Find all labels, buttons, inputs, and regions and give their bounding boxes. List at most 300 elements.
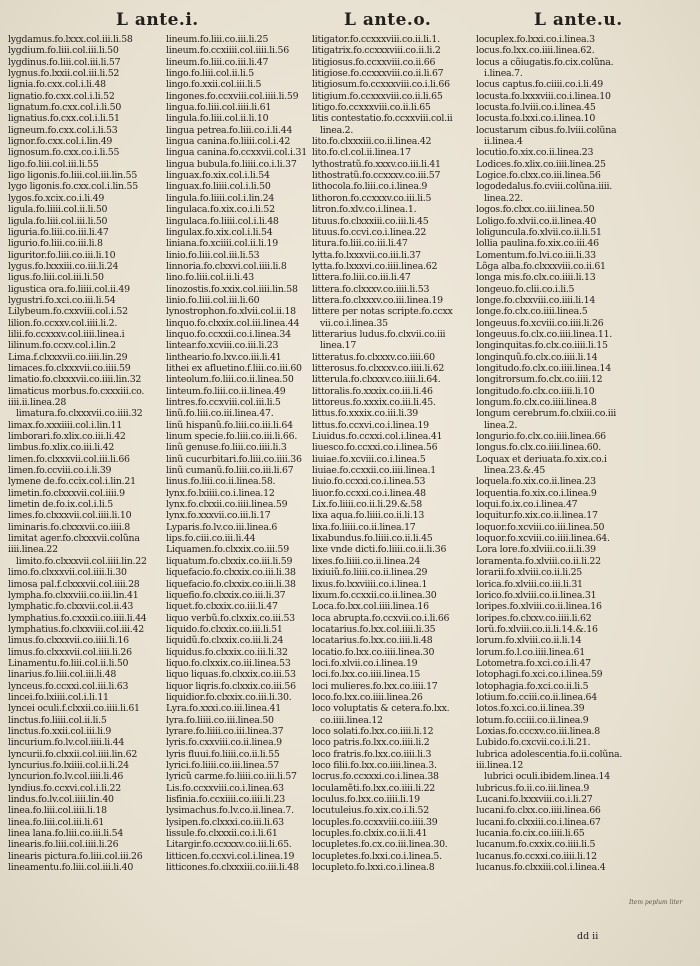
index-entry: loquor.fo.xcviii.co.iiii.linea.64. xyxy=(476,533,610,545)
index-entry: lintear.fo.xcviii.co.iii.li.23 xyxy=(166,340,279,352)
index-entry: lyndius.fo.ccxvi.col.i.li.22 xyxy=(8,782,121,794)
index-entry: liminaris.fo.clxxxvii.co.iiii.8 xyxy=(8,521,130,533)
index-entry: longe.fo.clxxviii.co.iiii.li.14 xyxy=(476,294,596,306)
index-entry: locuples.fo.clxix.co.ii.li.41 xyxy=(312,828,428,840)
index-entry: lignia.fo.cxx.col.i.li.48 xyxy=(8,79,106,91)
index-entry: linctus.fo.liiii.col.ii.li.5 xyxy=(8,714,107,726)
index-entry: loqui.fo.ix.co.i.linea.47 xyxy=(476,499,578,511)
index-entry: longeuus.fo.clx.co.iiii.linea.11. xyxy=(476,328,613,340)
index-entry: Linamentu.fo.liii.col.ii.li.50 xyxy=(8,657,129,669)
index-entry: locupletes.fo.lxxi.co.i.linea.5. xyxy=(312,850,442,862)
index-entry: lygnus.fo.lxxii.col.iii.li.52 xyxy=(8,68,120,80)
index-entry: locupletes.fo.cx.co.iii.linea.30. xyxy=(312,839,448,851)
index-entry: iiii.linea.22 xyxy=(8,544,58,556)
index-entry: limus.fo.clxxxvii.col.iiii.li.26 xyxy=(8,646,132,658)
index-entry: locutuleius.fo.xix.co.i.li.52 xyxy=(312,805,429,817)
index-entry: lygo ligonis.fo.cxx.col.i.lin.55 xyxy=(8,181,138,193)
index-entry: lincurium.fo.lv.col.iiii.li.44 xyxy=(8,737,125,749)
index-entry: littera.fo.clxxxv.co.iii.linea.19 xyxy=(312,294,443,306)
index-entry: lymphatius.fo.clxxviii.col.iii.42 xyxy=(8,623,144,635)
index-entry: limatio.fo.clxxxvii.co.iiii.lin.32 xyxy=(8,374,142,386)
index-entry: linũ cucurbitari.fo.liii.co.iiii.36 xyxy=(166,453,302,465)
index-entry: litticen.fo.ccxvi.col.i.linea.19 xyxy=(166,850,295,862)
index-entry: linũ hispanũ.fo.liii.co.iii.li.64 xyxy=(166,419,293,431)
index-entry: lymene de.fo.ccix.col.i.lin.21 xyxy=(8,476,136,488)
index-entry: linozostis.fo.xxix.col.iiii.lin.58 xyxy=(166,283,298,295)
index-entry: lynceus.fo.ccxxi.col.iii.li.63 xyxy=(8,680,129,692)
index-entry: liguria.fo.liii.co.iii.li.47 xyxy=(8,226,109,238)
index-entry: lithoron.fo.ccxxxv.co.iii.li.5 xyxy=(312,192,432,204)
index-entry: linea.22. xyxy=(484,192,523,204)
index-entry: linio.fo.liii.col.iii.li.60 xyxy=(166,294,260,306)
index-entry: lignosum.fo.cxx.co.i.li.55 xyxy=(8,147,120,159)
index-entry: litron.fo.xlv.co.i.linea.1. xyxy=(312,204,417,216)
index-entry: linum specie.fo.liii.co.iii.li.66. xyxy=(166,431,298,443)
index-entry: linea.23.&.45 xyxy=(484,465,546,477)
index-entry: lorũ.fo.xlviii.co.ii.li.14.&.16 xyxy=(476,623,598,635)
index-entry: linea.2. xyxy=(484,419,518,431)
index-entry: limaticus morbus.fo.cxxxiii.co. xyxy=(8,385,145,397)
index-entry: lixabundus.fo.liiii.co.ii.li.45 xyxy=(312,533,433,545)
index-entry: linarius.fo.liii.col.iii.li.48 xyxy=(8,669,117,681)
index-entry: Lilybeum.fo.cxxviii.col.i.52 xyxy=(8,306,128,318)
index-entry: lubricus.fo.ii.co.iii.linea.9 xyxy=(476,782,590,794)
index-entry: Lima.f.clxxxvii.co.iiii.lin.29 xyxy=(8,351,128,363)
index-entry: locuplex.fo.lxxi.co.i.linea.3 xyxy=(476,34,595,45)
index-entry: lituus.fo.ccvi.co.i.linea.22 xyxy=(312,226,427,238)
index-entry: Loquax et deriuata.fo.xix.co.i xyxy=(476,453,607,465)
index-entry: lysipen.fo.clxxxi.co.iii.li.63 xyxy=(166,816,284,828)
index-entry: lino.fo.liii.col.ii.li.43 xyxy=(166,272,254,284)
index-entry: littus.fo.ccxvi.co.i.linea.19 xyxy=(312,419,429,431)
index-entry: lucani.fo.clxx.co.iiii.linea.66 xyxy=(476,805,601,817)
index-entry: lixiuiũ.fo.liiii.co.ii.linea.29 xyxy=(312,567,428,579)
index-entry: linquo.fo.ccxxii.co.i.linea.34 xyxy=(166,328,291,340)
index-entry: lincei.fo.lxiiii.col.i.li.11 xyxy=(8,691,109,703)
index-entry: linguax.fo.liiii.col.i.li.50 xyxy=(166,181,271,193)
index-entry: littera.fo.clxxxv.co.iiii.li.53 xyxy=(312,283,430,295)
index-entry: liquet.fo.clxxix.co.iii.li.47 xyxy=(166,601,278,613)
index-entry: limitat ager.fo.clxxxvii.colũna xyxy=(8,533,140,545)
index-entry: lorum.fo.l.co.iiii.linea.61 xyxy=(476,646,585,658)
index-entry: lucani.fo.clxxiii.co.i.linea.67 xyxy=(476,816,601,828)
index-entry: limetin.fo.clxxxvii.col.iiii.9 xyxy=(8,487,125,499)
index-entry: linnoria.fo.clxxvi.col.iiii.li.8 xyxy=(166,260,287,272)
index-entry: lucanum.fo.cxxix.co.iiii.li.5 xyxy=(476,839,596,851)
index-entry: litigo.fo.ccxxxviii.co.ii.li.65 xyxy=(312,102,431,114)
index-entry: lubrici oculi.ibidem.linea.14 xyxy=(484,771,610,783)
index-entry: lithei ex afluetino.f.liii.co.iii.60 xyxy=(166,362,302,374)
index-entry: limes.fo.clxxxvii.col.iiii.li.10 xyxy=(8,510,132,522)
index-entry: lissule.fo.clxxxii.co.i.li.61 xyxy=(166,828,278,840)
index-entry: liquor liqris.fo.clxxix.co.iii.56 xyxy=(166,680,296,692)
index-entry: lucanus.fo.ccxxi.co.iiii.li.12 xyxy=(476,850,597,862)
index-entry: ligo.fo.liii.col.iii.li.55 xyxy=(8,158,99,170)
index-entry: loco.fo.lxx.co.iiii.linea.26 xyxy=(312,691,423,703)
index-entry: liguritor.fo.liii.co.iii.li.10 xyxy=(8,249,116,261)
index-entry: lympha.fo.clxxviii.co.iii.lin.41 xyxy=(8,589,139,601)
index-entry: lintheario.fo.lxv.co.iii.li.41 xyxy=(166,351,282,363)
index-entry: lyra.fo.liiii.co.iii.linea.50 xyxy=(166,714,274,726)
index-entry: locusta.fo.lviii.co.i.linea.45 xyxy=(476,102,596,114)
index-entry: liquo.fo.clxxix.co.iii.linea.53 xyxy=(166,657,291,669)
index-entry: lytta.fo.lxxxvii.co.iii.li.37 xyxy=(312,249,421,261)
index-entry: liquidũ.fo.clxxix.co.iii.li.24 xyxy=(166,635,284,647)
index-entry: litigiose.fo.ccxxxviii.co.ii.li.67 xyxy=(312,68,444,80)
index-entry: i.linea.7. xyxy=(484,68,523,80)
index-entry: limus.fo.clxxxvii.co.iiii.li.16 xyxy=(8,635,129,647)
index-entry: limaces.fo.clxxxvii.co.iiii.59 xyxy=(8,362,131,374)
index-entry: liquefio.fo.clxxix.co.iii.li.37 xyxy=(166,589,286,601)
index-entry: locatio.fo.lxx.co.iiii.linea.30 xyxy=(312,646,435,658)
index-entry: lixa aqua.fo.liiii.co.ii.li.13 xyxy=(312,510,425,522)
index-entry: litterosus.fo.clxxxv.co.iiii.li.62 xyxy=(312,362,445,374)
index-entry: loculus.fo.lxx.co.iiii.li.19 xyxy=(312,794,420,806)
index-entry: lyrici.fo.liiii.co.iii.linea.57 xyxy=(166,760,279,771)
index-entry: limetin de.fo.ix.col.i.li.5 xyxy=(8,499,113,511)
index-entry: loco filii.fo.lxx.co.iiii.linea.3. xyxy=(312,760,437,771)
index-entry: littera.fo.liii.co.iii.li.47 xyxy=(312,272,411,284)
index-entry: liquidior.fo.clxxix.co.iii.li.30. xyxy=(166,691,292,703)
index-entry: longinquitas.fo.clx.co.iiii.li.15 xyxy=(476,340,608,352)
index-entry: locuples.fo.ccxxviii.co.iiii.39 xyxy=(312,816,438,828)
index-entry: liquidus.fo.clxxix.co.iii.li.32 xyxy=(166,646,288,658)
index-entry: lyncei oculi.f.clxxii.co.iiii.li.61 xyxy=(8,703,140,715)
index-entry: logos.fo.clxx.co.iii.linea.50 xyxy=(476,204,595,216)
running-header-3: L ante.u. xyxy=(534,10,623,30)
index-entry: litterula.fo.clxxxv.co.iiii.li.64. xyxy=(312,374,441,386)
index-entry: Logice.fo.clxx.co.iii.linea.56 xyxy=(476,170,601,182)
index-entry: lilii.fo.ccxxxv.col.iiii.linea.i xyxy=(8,328,125,340)
index-entry: longitudo.fo.clx.co.iiii.linea.14 xyxy=(476,362,611,374)
index-entry: litura.fo.liii.co.iii.li.47 xyxy=(312,238,408,250)
index-entry: Lix.fo.liiii.co.ii.li.29.&.58 xyxy=(312,499,422,511)
index-entry: ii.linea.4 xyxy=(484,136,523,148)
index-entry: linguax.fo.xix.col.i.li.54 xyxy=(166,170,270,182)
index-entry: littoralis.fo.xxxix.co.iii.li.46 xyxy=(312,385,433,397)
index-entry: Lora lore.fo.xlviii.co.ii.li.39 xyxy=(476,544,596,556)
index-entry: lynx.fo.xxxvii.co.iii.li.17 xyxy=(166,510,271,522)
index-column-2 xyxy=(166,34,308,873)
index-entry: lygdamus.fo.lxxx.col.iii.li.58 xyxy=(8,34,133,45)
index-entry: lithostratũ.fo.ccxxxv.co.iii.57 xyxy=(312,170,441,182)
index-entry: lorico.fo.xlviii.co.ii.linea.31 xyxy=(476,589,597,601)
running-header-2: L ante.o. xyxy=(344,10,432,30)
index-entry: linearis.fo.liii.col.iiii.li.26 xyxy=(8,839,119,851)
index-entry: lubrica adolescentia.fo.ii.colũna. xyxy=(476,748,623,760)
index-entry: loramenta.fo.xlviii.co.ii.li.22 xyxy=(476,555,601,567)
index-entry: lyris fluui.fo.liiii.co.ii.li.55 xyxy=(166,748,280,760)
index-entry: loco solati.fo.lxx.co.iiii.li.12 xyxy=(312,725,434,737)
index-entry: lignor.fo.cxx.col.i.lin.49 xyxy=(8,136,113,148)
index-entry: Lubido.fo.cxcvii.co.i.li.21. xyxy=(476,737,591,749)
index-entry: linea.2. xyxy=(320,124,354,136)
index-entry: logodedalus.fo.cviii.colũna.iiii. xyxy=(476,181,612,193)
index-entry: longum.fo.clx.co.iiii.linea.8 xyxy=(476,397,597,408)
index-entry: iii.linea.12 xyxy=(476,760,524,771)
index-entry: lyrare.fo.liiii.co.iii.linea.37 xyxy=(166,725,284,737)
index-entry: ligustica ora.fo.liiii.col.ii.49 xyxy=(8,283,130,295)
index-entry: linea.fo.liii.col.iii.li.61 xyxy=(8,816,105,828)
index-entry: litigiosum.fo.ccxxxviii.co.i.li.66 xyxy=(312,79,450,91)
index-entry: locusta.fo.lxxxviii.co.i.linea.10 xyxy=(476,90,611,102)
index-entry: lygos.fo.xcix.co.i.li.49 xyxy=(8,192,105,204)
index-entry: Lis.fo.ccxxviii.co.i.linea.63 xyxy=(166,782,284,794)
index-entry: lito.fo.clxxxiii.co.ii.linea.42 xyxy=(312,136,432,148)
index-entry: longa mis.fo.clx.co.iiii.li.13 xyxy=(476,272,596,284)
index-entry: Liquamen.fo.clxxix.co.iii.59 xyxy=(166,544,289,556)
index-entry: liuio.fo.ccxxi.co.i.linea.53 xyxy=(312,476,426,488)
index-entry: lingulax.fo.xix.col.i.li.54 xyxy=(166,226,273,238)
index-entry: lorica.fo.xlviii.co.iii.li.31 xyxy=(476,578,583,590)
index-entry: Loca.fo.lxx.col.iiii.linea.16 xyxy=(312,601,429,613)
index-entry: limen.fo.clxxxvii.col.iii.li.66 xyxy=(8,453,130,465)
index-entry: litigiosus.fo.ccxxviii.co.ii.66 xyxy=(312,56,436,68)
index-entry: lynx.fo.lxiiii.co.i.linea.12 xyxy=(166,487,275,499)
index-entry: linea.17 xyxy=(320,340,357,352)
index-entry: linteolum.fo.liii.co.ii.linea.50 xyxy=(166,374,294,386)
index-entry: lixus.fo.lxxviiii.co.i.linea.1 xyxy=(312,578,428,590)
index-entry: linteum.fo.liii.co.ii.linea.49 xyxy=(166,385,286,397)
index-entry: linea lana.fo.liii.co.iii.li.54 xyxy=(8,828,124,840)
index-entry: linquo.fo.clxxix.col.iii.linea.44 xyxy=(166,317,300,329)
index-entry: locutio.fo.xix.co.ii.linea.23 xyxy=(476,147,594,159)
index-entry: liquefacio.fo.clxxix.co.iii.li.38 xyxy=(166,567,296,579)
index-entry: Lucani.fo.lxxxviii.co.i.li.27 xyxy=(476,794,593,806)
index-entry: lixa.fo.liiii.co.ii.linea.17 xyxy=(312,521,416,533)
index-entry: linus.fo.liii.co.ii.linea.58. xyxy=(166,476,276,488)
index-entry: litigatrix.fo.ccxxxviii.co.ii.li.2 xyxy=(312,45,441,57)
index-entry: locatarius.fo.lxx.col.iiii.li.35 xyxy=(312,623,436,635)
index-entry: lymphatius.fo.cxxxii.co.iiii.li.44 xyxy=(8,612,147,624)
index-column-1 xyxy=(8,34,160,873)
index-entry: Lõga alba.fo.clxxxviii.co.ii.61 xyxy=(476,260,606,272)
index-entry: loculamẽti.fo.lxx.co.iiii.li.22 xyxy=(312,782,436,794)
index-column-3 xyxy=(312,34,502,873)
index-entry: lotophagia.fo.xci.co.ii.li.5 xyxy=(476,680,589,692)
index-entry: liquido.fo.clxxix.co.iii.li.51 xyxy=(166,623,283,635)
index-entry: lingones.fo.ccxviii.col.iiii.li.59 xyxy=(166,90,299,102)
index-entry: co.iiii.linea.12 xyxy=(320,714,383,726)
index-entry: lingua bubula.fo.liiii.co.i.li.37 xyxy=(166,158,297,170)
index-entry: lisfinia.fo.ccxiiii.co.iiii.li.23 xyxy=(166,794,285,806)
index-entry: litticones.fo.clxxxiii.co.iii.li.48 xyxy=(166,862,299,874)
index-entry: limax.fo.xxxiiii.col.i.lin.11 xyxy=(8,419,123,431)
index-entry: longitrorsum.fo.clx.co.iiii.12 xyxy=(476,374,603,386)
index-entry: lygus.fo.lxxxiii.co.iii.li.24 xyxy=(8,260,119,272)
index-entry: Lotometra.fo.xci.co.i.li.47 xyxy=(476,657,591,669)
index-entry: limo.fo.clxxxvii.col.iiii.li.30 xyxy=(8,567,127,579)
index-entry: lyricũ carme.fo.liiii.co.iii.li.57 xyxy=(166,771,297,783)
index-entry: limito.fo.clxxxvii.col.iiii.lin.22 xyxy=(16,555,147,567)
index-entry: loripes.fo.xlviii.co.ii.linea.16 xyxy=(476,601,602,613)
index-entry: loca abrupta.fo.ccxvii.co.i.li.66 xyxy=(312,612,450,624)
index-entry: lineum.fo.liii.co.iii.li.25 xyxy=(166,34,269,45)
index-entry: linũ cumanũ.fo.liii.co.iii.li.67 xyxy=(166,465,294,477)
index-entry: longum cerebrum.fo.clxiii.co.iii xyxy=(476,408,616,420)
index-entry: loco voluptatis & cetera.fo.lxx. xyxy=(312,703,450,715)
index-entry: lingua.fo.liii.col.iiii.li.61 xyxy=(166,102,272,114)
index-entry: lilinum.fo.ccxv.col.i.lin.2 xyxy=(8,340,116,352)
index-entry: lygustri.fo.xci.co.iii.li.54 xyxy=(8,294,116,306)
index-entry: Lodices.fo.xlix.co.iiii.linea.25 xyxy=(476,158,606,170)
index-entry: lithocola.fo.liii.co.i.linea.9 xyxy=(312,181,428,193)
index-entry: lineum.fo.ccxiiii.col.iiii.li.56 xyxy=(166,45,289,57)
index-entry: lynostrophon.fo.xlvii.col.ii.18 xyxy=(166,306,296,318)
index-entry: lingua petrea.fo.liii.co.i.li.44 xyxy=(166,124,293,136)
index-entry: longeuus.fo.xcviii.co.iiii.li.26 xyxy=(476,317,604,329)
index-entry: loci mulieres.fo.lxx.co.iiii.17 xyxy=(312,680,438,692)
index-entry: lymphatic.fo.clxxvii.col.ii.43 xyxy=(8,601,134,613)
index-entry: locupleto.fo.lxxi.co.i.linea.8 xyxy=(312,862,435,874)
index-entry: loco patris.fo.lxx.co.iiii.li.2 xyxy=(312,737,430,749)
index-entry: lignatius.fo.cxx.col.i.li.51 xyxy=(8,113,120,125)
index-entry: lyncurion.fo.lv.col.iiii.li.46 xyxy=(8,771,124,783)
index-entry: loco fratris.fo.lxx.co.iiii.li.3 xyxy=(312,748,432,760)
index-entry: linea.fo.liii.col.iiii.li.18 xyxy=(8,805,107,817)
index-entry: loquitur.fo.xix.co.ii.linea.17 xyxy=(476,510,598,522)
index-column-4 xyxy=(476,34,688,873)
index-entry: locrus.fo.ccxxxi.co.i.linea.38 xyxy=(312,771,439,783)
index-entry: lixum.fo.ccxxii.co.ii.linea.30 xyxy=(312,589,437,601)
index-entry: linũ.fo.liii.co.iii.linea.47. xyxy=(166,408,274,420)
index-entry: litigator.fo.ccxxxviii.co.ii.li.1. xyxy=(312,34,440,45)
signature-mark: dd ii xyxy=(577,931,599,942)
index-entry: lytta.fo.lxxxvi.co.iiii.linea.62 xyxy=(312,260,438,272)
marginal-note: Item peplum liter xyxy=(629,899,683,906)
index-entry: liniana.fo.xciiii.col.ii.li.19 xyxy=(166,238,278,250)
index-entry: Loxias.fo.cccxv.co.iii.linea.8 xyxy=(476,725,600,737)
index-entry: linctus.fo.xxii.col.iii.li.9 xyxy=(8,725,112,737)
index-entry: lingula.fo.liii.col.ii.li.10 xyxy=(166,113,269,125)
index-entry: liuiae.fo.ccxxii.co.iiii.linea.1 xyxy=(312,465,436,477)
index-entry: lynx.fo.clxxii.co.iiii.linea.59 xyxy=(166,499,288,511)
index-entry: lingo.fo.liii.col.ii.li.5 xyxy=(166,68,254,80)
index-entry: loquentia.fo.xix.co.i.linea.9 xyxy=(476,487,597,499)
index-entry: lips.fo.ciii.co.iii.li.44 xyxy=(166,533,256,545)
index-entry: lingulaca.fo.xix.co.i.li.52 xyxy=(166,204,275,216)
index-entry: liquo liquas.fo.clxxix.co.iii.53 xyxy=(166,669,296,681)
index-entry: liuor.fo.ccxxi.co.i.linea.48 xyxy=(312,487,426,499)
index-entry: iiii.ii.linea.28 xyxy=(8,397,67,408)
index-entry: Lyra.fo.xxxi.co.iii.linea.41 xyxy=(166,703,281,715)
index-entry: lito.fo.cl.col.ii.linea.17 xyxy=(312,147,411,159)
index-entry: lineamentu.fo.liii.col.iii.li.40 xyxy=(8,862,134,874)
index-entry: liquefacio.fo.clxxix.co.iii.li.38 xyxy=(166,578,296,590)
index-entry: longeuo.fo.clii.co.i.li.5 xyxy=(476,283,575,295)
index-entry: loliguncula.fo.xlvii.co.ii.li.51 xyxy=(476,226,602,238)
index-entry: lignatum.fo.cxx.col.i.li.50 xyxy=(8,102,122,114)
index-entry: litterarius ludus.fo.clxvii.co.iii xyxy=(312,328,446,340)
index-entry: litteratus.fo.clxxxv.co.iiii.60 xyxy=(312,351,435,363)
index-entry: lindus.fo.lv.col.iiii.lin.40 xyxy=(8,794,114,806)
index-entry: lingua canina.fo.liiii.col.i.42 xyxy=(166,136,291,148)
index-entry: lorarii.fo.xlviii.co.ii.li.25 xyxy=(476,567,583,579)
index-entry: loripes.fo.clxxv.co.iiii.li.62 xyxy=(476,612,592,624)
index-entry: littoreus.fo.xxxix.co.iii.li.45. xyxy=(312,397,436,408)
index-entry: lixe vnde dicti.fo.liiii.co.ii.li.36 xyxy=(312,544,447,556)
index-entry: lygdium.fo.liii.col.iii.li.50 xyxy=(8,45,119,57)
index-entry: longitudo.fo.clx.co.iiii.li.10 xyxy=(476,385,595,397)
index-entry: lingula.fo.liiii.col.i.lin.24 xyxy=(166,192,275,204)
index-entry: litigium.fo.ccxxxviii.co.ii.li.65 xyxy=(312,90,443,102)
index-entry: limbus.fo.xlix.co.iii.li.42 xyxy=(8,442,115,454)
index-entry: Litargir.fo.ccxxxv.co.iii.li.65. xyxy=(166,839,292,851)
index-entry: limosa pal.f.clxxxvii.col.iiii.28 xyxy=(8,578,140,590)
index-entry: lysimachus.fo.lv.co.ii.linea.7. xyxy=(166,805,294,817)
index-entry: Loligo.fo.xlvii.co.ii.linea.40 xyxy=(476,215,597,227)
index-entry: ligo ligonis.fo.liii.col.iii.lin.55 xyxy=(8,170,138,182)
index-entry: linearis pictura.fo.liii.col.iii.26 xyxy=(8,850,143,862)
running-header-1: L ante.i. xyxy=(116,10,199,30)
index-entry: lollia paulina.fo.xix.co.iii.46 xyxy=(476,238,599,250)
index-entry: lotium.fo.cciii.co.ii.linea.64 xyxy=(476,691,597,703)
index-entry: linũ genuse.fo.liii.co.iiii.li.3 xyxy=(166,442,287,454)
index-entry: lotophagi.fo.xci.co.i.linea.59 xyxy=(476,669,603,681)
index-entry: loci.fo.lxx.co.iiii.linea.15 xyxy=(312,669,421,681)
index-entry: lucania.fo.cix.co.iiii.li.65 xyxy=(476,828,585,840)
index-entry: Liuidus.fo.ccxxi.col.i.linea.41 xyxy=(312,431,443,443)
index-entry: lingulaca.fo.liiii.col.i.li.48 xyxy=(166,215,279,227)
index-entry: lorum.fo.xlviii.co.ii.li.14 xyxy=(476,635,582,647)
index-entry: lingo.fo.xxii.col.iii.li.5 xyxy=(166,79,262,91)
index-entry: littere per notas scripte.fo.ccxx xyxy=(312,306,453,318)
index-entry: limen.fo.ccviii.co.i.li.39 xyxy=(8,465,112,477)
index-entry: lotos.fo.xci.co.ii.linea.39 xyxy=(476,703,585,715)
index-entry: locustarum cibus.fo.lviii.colũna xyxy=(476,124,617,136)
index-entry: lythostratũ.fo.xxxv.co.iii.li.41 xyxy=(312,158,441,170)
index-entry: ligula.fo.liii.col.iii.li.50 xyxy=(8,215,108,227)
index-entry: limatura.fo.clxxxvii.co.iiii.32 xyxy=(16,408,143,420)
index-entry: longurio.fo.clx.co.iiii.linea.66 xyxy=(476,431,606,443)
index-entry: locus captus.fo.ciiii.co.i.li.49 xyxy=(476,79,603,91)
index-entry: lituus.fo.clxxxiii.co.iii.li.45 xyxy=(312,215,429,227)
index-entry: lucanus.fo.clxxiii.col.i.linea.4 xyxy=(476,862,606,874)
index-entry: liquo verbũ.fo.clxxix.co.iii.53 xyxy=(166,612,295,624)
index-entry: loci.fo.xlvii.co.i.linea.19 xyxy=(312,657,418,669)
index-entry: lotum.fo.cciii.co.ii.linea.9 xyxy=(476,714,589,726)
index-entry: litis contestatio.fo.ccxxviii.col.ii xyxy=(312,113,453,125)
index-entry: lyris.fo.cxxviii.co.ii.linea.9 xyxy=(166,737,282,749)
index-entry: locusta.fo.lxxi.co.i.linea.10 xyxy=(476,113,596,125)
index-entry: Lomentum.fo.lvi.co.iii.li.33 xyxy=(476,249,596,261)
index-entry: lyncurius.fo.lxiiii.col.ii.li.24 xyxy=(8,760,129,771)
index-entry: ligula.fo.liiii.col.ii.li.50 xyxy=(8,204,108,216)
index-entry: lineum.fo.liii.co.iii.li.47 xyxy=(166,56,269,68)
index-entry: linio.fo.liii.col.iii.li.53 xyxy=(166,249,260,261)
index-entry: locatarius.fo.lxx.co.iiii.li.48 xyxy=(312,635,433,647)
index-entry: lygdinus.fo.liii.col.iii.li.57 xyxy=(8,56,121,68)
index-entry: longinquũ.fo.clx.co.iiii.li.14 xyxy=(476,351,598,363)
index-entry: littus.fo.xxxix.co.iii.li.39 xyxy=(312,408,419,420)
index-entry: longus.fo.clx.co.iiii.linea.60. xyxy=(476,442,601,454)
index-entry: ligus.fo.liii.col.iii.li.50 xyxy=(8,272,104,284)
index-entry: liquatum.fo.clxxix.co.iii.li.59 xyxy=(166,555,293,567)
index-entry: lignatio.fo.cxx.col.i.li.52 xyxy=(8,90,115,102)
index-entry: liuesco.fo.ccxxi.co.i.linea.56 xyxy=(312,442,438,454)
index-entry: loquor.fo.xcviii.co.iii.linea.50 xyxy=(476,521,605,533)
index-entry: loquela.fo.xix.co.ii.linea.23 xyxy=(476,476,596,488)
index-entry: lilion.fo.ccxxv.col.iiii.li.2. xyxy=(8,317,118,329)
index-entry: longe.fo.clx.co.iiii.linea.5 xyxy=(476,306,588,318)
index-entry: ligneum.fo.cxx.col.i.li.53 xyxy=(8,124,118,136)
index-entry: lyncurii.fo.clxxii.col.iiii.lin.62 xyxy=(8,748,138,760)
index-entry: limborari.fo.xlix.co.iii.li.42 xyxy=(8,431,126,443)
index-entry: locus.fo.lxx.co.iiii.linea.62. xyxy=(476,45,595,57)
index-entry: vii.co.i.linea.35 xyxy=(320,317,388,329)
index-entry: Lyparis.fo.lv.co.iii.linea.6 xyxy=(166,521,278,533)
index-entry: lintres.fo.ccxviii.col.iii.li.5 xyxy=(166,397,281,408)
